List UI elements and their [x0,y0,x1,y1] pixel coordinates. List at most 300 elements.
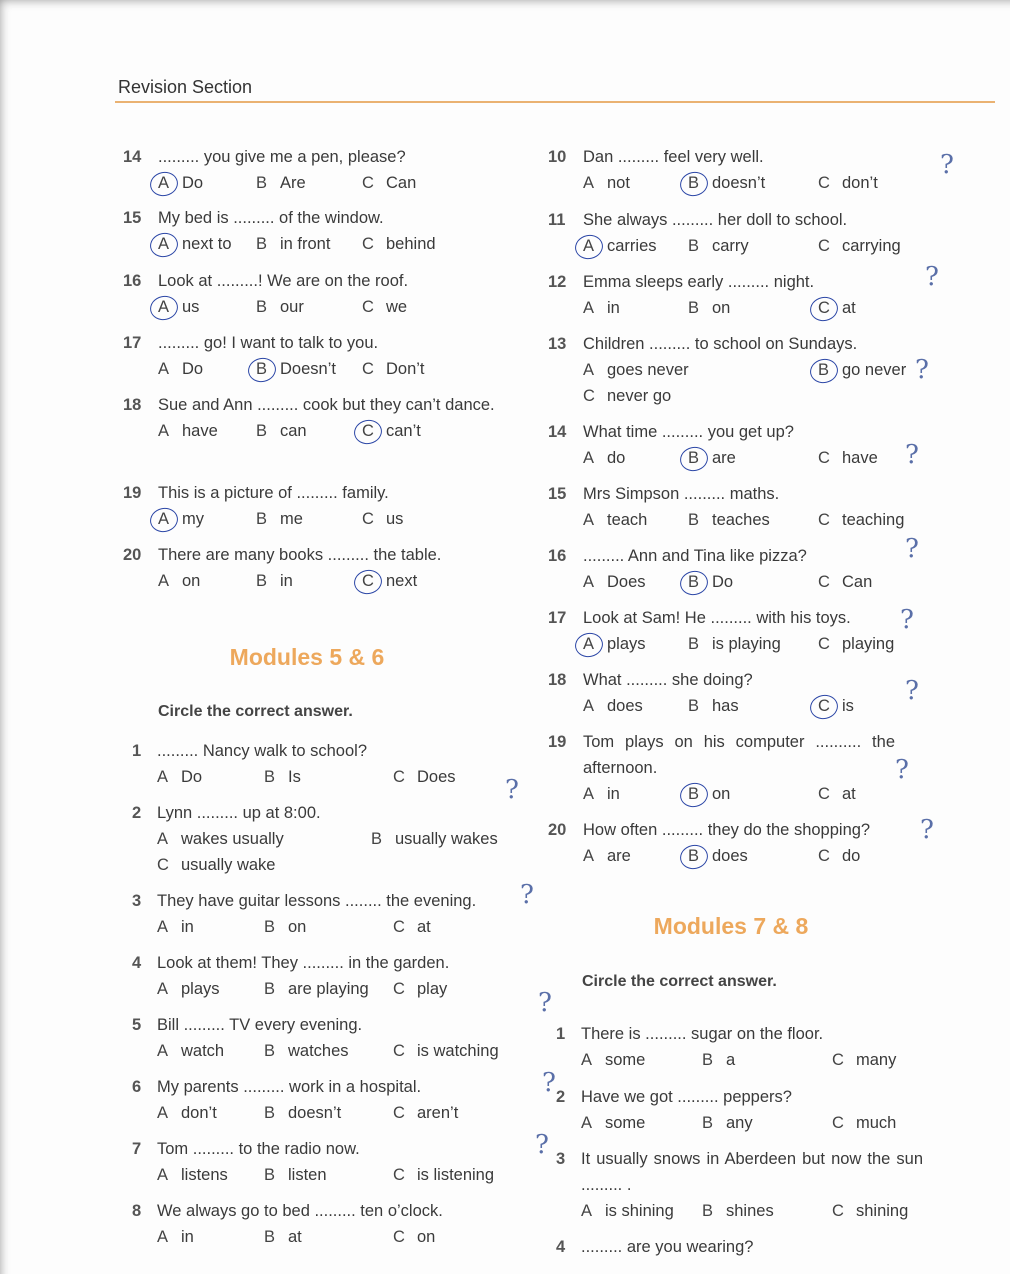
option-text: usually wakes [395,830,498,848]
option-letter: C [818,237,830,255]
option-text: plays [607,635,646,653]
question-text: It usually snows in Aberdeen but now the sun ......... . [581,1150,923,1194]
question-text: ......... Ann and Tina like pizza? [583,547,807,565]
answer-option-a[interactable] [583,295,620,321]
option-letter: B [702,1114,714,1132]
answer-option-a[interactable] [157,1038,224,1064]
option-text: wakes usually [181,830,284,848]
question-text: They have guitar lessons ........ the evening. [157,892,477,910]
option-text: Does [417,768,456,786]
answer-option-c[interactable] [818,781,856,807]
answer-option-b[interactable] [264,764,301,790]
question-text: Bill ......... TV every evening. [157,1016,363,1034]
option-letter: B [688,170,712,196]
option-text: is shining [605,1202,674,1220]
answer-option-a[interactable] [583,357,689,383]
option-letter: C [818,295,842,321]
answer-option-c[interactable] [393,914,431,940]
option-letter: C [157,856,169,874]
question-text: She always ......... her doll to school. [583,211,848,229]
option-letter: A [157,768,169,786]
question-number: 2 [556,1088,566,1106]
option-letter: C [393,1042,405,1060]
answer-option-c[interactable] [362,568,417,594]
answer-option-c[interactable] [818,445,878,471]
question-number: 8 [132,1202,142,1220]
answer-option-a[interactable] [158,231,232,257]
question-text: ......... go! I want to talk to you. [158,334,379,352]
question-number: 3 [132,892,142,910]
question-number: 6 [132,1078,142,1096]
question-number: 18 [548,671,567,689]
option-text: many [856,1051,897,1069]
answer-option-b[interactable] [256,231,330,257]
option-letter: A [157,980,169,998]
option-text: are playing [288,980,369,998]
question-number: 20 [548,821,567,839]
option-letter: B [688,237,700,255]
option-letter: A [583,697,595,715]
option-text: Do [182,174,204,192]
answer-option-b[interactable] [688,843,748,869]
question-text: Children ......... to school on Sundays. [583,335,858,353]
answer-option-b[interactable] [256,294,304,320]
option-text: is watching [417,1042,499,1060]
option-text: at [417,918,431,936]
answer-option-c[interactable] [818,507,904,533]
answer-option-b[interactable] [256,506,303,532]
question-number: 1 [556,1025,566,1043]
pen-circle-mark [148,169,180,198]
option-text: on [288,918,307,936]
option-text: can [280,422,307,440]
answer-option-c[interactable] [818,295,856,321]
answer-option-b[interactable] [264,1038,349,1064]
option-letter: C [362,174,374,192]
answer-option-b[interactable] [702,1198,774,1224]
option-letter: B [256,174,268,192]
option-text: doesn’t [288,1104,342,1122]
option-letter: B [688,843,712,869]
question-text: This is a picture of ......... family. [158,484,389,502]
option-letter: A [158,572,170,590]
option-text: is [842,697,854,715]
option-letter: A [583,573,595,591]
pen-circle-mark [808,356,840,385]
question-number: 16 [123,272,142,290]
question-text: What time ......... you get up? [583,423,794,441]
option-text: in [607,299,620,317]
question-number: 10 [548,148,567,166]
option-text: Does [607,573,646,591]
answer-option-c[interactable] [818,843,860,869]
question-number: 20 [123,546,142,564]
option-letter: C [393,980,405,998]
answer-option-a[interactable] [157,1224,194,1250]
question-number: 5 [132,1016,142,1034]
answer-option-b[interactable] [688,507,770,533]
answer-option-c[interactable] [583,383,671,409]
answer-option-a[interactable] [158,170,203,196]
option-text: usually wake [181,856,276,874]
option-letter: B [371,830,383,848]
handwritten-question-mark-icon: ? [925,262,939,292]
answer-option-b[interactable] [688,781,730,807]
question-number: 14 [548,423,567,441]
question-text: There is ......... sugar on the floor. [581,1025,824,1043]
answer-option-b[interactable] [264,1100,341,1126]
option-letter: C [393,1166,405,1184]
question-number: 13 [548,335,567,353]
option-letter: B [264,1042,276,1060]
question-text: There are many books ......... the table. [158,546,442,564]
option-letter: A [158,506,182,532]
option-text: some [605,1114,646,1132]
answer-option-a[interactable] [157,1162,228,1188]
question-text: Tom ......... to the radio now. [157,1140,360,1158]
option-text: watch [181,1042,225,1060]
option-text: at [288,1228,302,1246]
option-letter: B [688,635,700,653]
handwritten-question-mark-icon: ? [905,676,919,706]
answer-option-c[interactable] [362,506,403,532]
option-text: some [605,1051,646,1069]
option-text: is listening [417,1166,495,1184]
answer-option-c[interactable] [362,231,436,257]
option-letter: C [832,1051,844,1069]
answer-option-c[interactable] [362,294,407,320]
handwritten-question-mark-icon: ? [905,440,919,470]
answer-option-a[interactable] [583,843,631,869]
option-letter: C [362,510,374,528]
question-text: Look at Sam! He ......... with his toys. [583,609,851,627]
option-text: do [607,449,626,467]
pen-circle-mark [148,293,180,322]
option-letter: B [256,510,268,528]
option-letter: A [583,631,607,657]
option-letter: B [264,1166,276,1184]
answer-option-a[interactable] [583,693,643,719]
answer-option-b[interactable] [256,356,336,382]
option-text: next to [182,235,232,253]
answer-option-b[interactable] [688,233,749,259]
option-letter: B [702,1202,714,1220]
question-number: 15 [548,485,567,503]
option-text: in [607,785,620,803]
option-text: Are [280,174,306,192]
option-text: carrying [842,237,901,255]
option-text: do [842,847,861,865]
question-number: 17 [123,334,142,352]
answer-option-c[interactable] [818,233,901,259]
option-letter: C [818,693,842,719]
answer-option-c[interactable] [818,569,872,595]
option-text: a [726,1051,736,1069]
handwritten-question-mark-icon: ? [905,534,919,564]
answer-option-c[interactable] [393,976,447,1002]
option-text: listens [181,1166,228,1184]
option-text: is playing [712,635,781,653]
answer-option-b[interactable] [264,914,306,940]
answer-option-a[interactable] [158,356,203,382]
answer-option-a[interactable] [583,631,646,657]
option-letter: B [702,1051,714,1069]
answer-option-b[interactable] [688,693,739,719]
pen-circle-mark [148,505,180,534]
option-text: Can [386,174,417,192]
answer-option-c[interactable] [393,764,456,790]
answer-option-c[interactable] [362,170,416,196]
answer-option-b[interactable] [688,445,736,471]
question-text: We always go to bed ......... ten o’clock. [157,1202,443,1220]
option-letter: A [157,1104,169,1122]
option-letter: B [264,980,276,998]
question-number: 15 [123,209,142,227]
option-text: Can [842,573,873,591]
option-text: behind [386,235,436,253]
option-letter: A [581,1202,593,1220]
answer-option-c[interactable] [832,1110,896,1136]
option-text: doesn’t [712,174,766,192]
answer-option-b[interactable] [256,568,293,594]
option-letter: B [264,918,276,936]
answer-option-c[interactable] [393,1100,458,1126]
option-text: have [182,422,218,440]
question-number: 18 [123,396,142,414]
option-text: are [712,449,736,467]
option-text: shines [726,1202,774,1220]
option-text: Do [182,360,204,378]
option-text: shining [856,1202,909,1220]
question-number: 2 [132,804,142,822]
option-text: go never [842,361,907,379]
option-text: Don’t [386,360,425,378]
option-letter: A [158,231,182,257]
handwritten-question-mark-icon: ? [900,605,914,635]
pen-circle-mark [678,780,710,809]
answer-option-a[interactable] [581,1047,645,1073]
answer-option-b[interactable] [688,170,765,196]
answer-option-b[interactable] [702,1110,753,1136]
option-letter: A [581,1114,593,1132]
option-letter: A [583,233,607,259]
answer-option-b[interactable] [702,1047,735,1073]
option-text: never go [607,387,672,405]
answer-option-c[interactable] [818,693,854,719]
answer-option-a[interactable] [158,418,218,444]
option-letter: C [393,1228,405,1246]
option-text: are [607,847,631,865]
answer-option-a[interactable] [158,294,199,320]
question-number: 4 [556,1238,566,1256]
answer-option-c[interactable] [393,1224,435,1250]
question-text: What ......... she doing? [583,671,753,689]
answer-option-b[interactable] [256,418,307,444]
option-text: aren’t [417,1104,459,1122]
option-text: has [712,697,739,715]
answer-option-a[interactable] [583,170,630,196]
option-letter: C [393,918,405,936]
modules-7-8-heading: Modules 7 & 8 [653,913,809,939]
option-text: on [712,785,731,803]
question-text: Lynn ......... up at 8:00. [157,804,321,822]
option-letter: C [818,573,830,591]
answer-option-c[interactable] [832,1198,908,1224]
option-letter: C [362,235,374,253]
option-letter: B [688,511,700,529]
option-letter: C [583,387,595,405]
answer-option-b[interactable] [256,170,306,196]
option-letter: B [256,422,268,440]
answer-option-a[interactable] [157,826,284,852]
option-letter: B [688,445,712,471]
question-number: 4 [132,954,142,972]
question-number: 12 [548,273,567,291]
pen-circle-mark [573,232,605,261]
answer-option-a[interactable] [157,976,220,1002]
option-letter: A [158,360,170,378]
option-letter: B [256,572,268,590]
answer-option-a[interactable] [583,507,647,533]
question-number: 14 [123,148,142,166]
answer-option-b[interactable] [371,826,498,852]
option-text: don’t [842,174,878,192]
option-letter: C [362,418,386,444]
option-letter: C [393,1104,405,1122]
answer-option-c[interactable] [393,1038,499,1064]
option-text: Do [712,573,734,591]
question-text: ......... you give me a pen, please? [158,148,406,166]
question-text: Look at them! They ......... in the garden. [157,954,450,972]
option-text: teaching [842,511,905,529]
answer-option-a[interactable] [158,506,204,532]
answer-option-c[interactable] [157,852,275,878]
option-letter: C [818,449,830,467]
option-letter: A [583,449,595,467]
answer-option-b[interactable] [264,1224,302,1250]
handwritten-question-mark-icon: ? [915,355,929,385]
option-letter: B [256,356,280,382]
option-letter: B [264,1104,276,1122]
option-letter: B [688,781,712,807]
answer-option-b[interactable] [264,1162,327,1188]
question-number: 1 [132,742,142,760]
answer-option-a[interactable] [158,568,200,594]
answer-option-a[interactable] [157,764,202,790]
option-text: teaches [712,511,770,529]
option-letter: A [583,174,595,192]
option-letter: A [581,1051,593,1069]
option-letter: B [256,235,268,253]
answer-option-a[interactable] [583,233,657,259]
pen-circle-mark [678,842,710,871]
answer-option-a[interactable] [583,445,625,471]
option-letter: C [832,1114,844,1132]
modules-5-6-instruction: Circle the correct answer. [158,703,353,720]
option-letter: C [832,1202,844,1220]
pen-circle-mark [352,417,384,446]
option-letter: B [818,357,842,383]
option-letter: A [158,422,170,440]
handwritten-question-mark-icon: ? [895,755,909,785]
answer-option-c[interactable] [362,418,421,444]
question-text: Look at .........! We are on the roof. [158,272,409,290]
pen-circle-mark [573,630,605,659]
answer-option-c[interactable] [393,1162,494,1188]
option-letter: A [583,785,595,803]
answer-option-b[interactable] [688,631,781,657]
section-header: Revision Section [118,77,253,97]
option-letter: A [157,830,169,848]
option-letter: C [818,511,830,529]
question-number: 3 [556,1150,566,1168]
answer-option-a[interactable] [581,1110,645,1136]
option-text: does [712,847,748,865]
option-text: have [842,449,878,467]
option-text: our [280,298,304,316]
answer-option-b[interactable] [264,976,369,1002]
answer-option-b[interactable] [818,357,906,383]
option-letter: A [157,1042,169,1060]
question-text: Emma sleeps early ......... night. [583,273,815,291]
question-text: Dan ......... feel very well. [583,148,764,166]
answer-option-c[interactable] [818,631,894,657]
option-letter: A [583,847,595,865]
option-letter: A [157,1166,169,1184]
answer-option-a[interactable] [583,781,620,807]
option-text: Doesn’t [280,360,336,378]
option-text: at [842,299,856,317]
answer-option-c[interactable] [362,356,425,382]
option-letter: B [688,569,712,595]
answer-option-a[interactable] [157,1100,217,1126]
handwritten-question-mark-icon: ? [520,880,534,910]
pen-circle-mark [352,567,384,596]
answer-option-b[interactable] [688,295,730,321]
option-text: on [182,572,201,590]
answer-option-a[interactable] [157,914,194,940]
option-text: does [607,697,643,715]
question-text: Tom plays on his computer .......... the afternoon. [583,733,895,777]
option-letter: C [818,635,830,653]
option-letter: A [157,918,169,936]
option-text: Is [288,768,301,786]
answer-option-a[interactable] [581,1198,674,1224]
option-text: teach [607,511,648,529]
question-text: My parents ......... work in a hospital. [157,1078,422,1096]
question-number: 7 [132,1140,142,1158]
answer-option-c[interactable] [818,170,878,196]
pen-circle-mark [246,355,278,384]
option-letter: C [818,847,830,865]
option-text: much [856,1114,897,1132]
modules-7-8-instruction: Circle the correct answer. [582,973,777,990]
option-text: not [607,174,630,192]
answer-option-a[interactable] [583,569,646,595]
answer-option-b[interactable] [688,569,733,595]
option-text: carries [607,237,657,255]
answer-option-c[interactable] [832,1047,896,1073]
option-letter: C [362,568,386,594]
option-letter: A [583,511,595,529]
option-text: in front [280,235,331,253]
question-text: Have we got ......... peppers? [581,1088,792,1106]
question-text: ......... Nancy walk to school? [157,742,368,760]
option-text: Do [181,768,203,786]
question-text: My bed is ......... of the window. [158,209,384,227]
question-number: 19 [548,733,567,751]
option-text: plays [181,980,220,998]
